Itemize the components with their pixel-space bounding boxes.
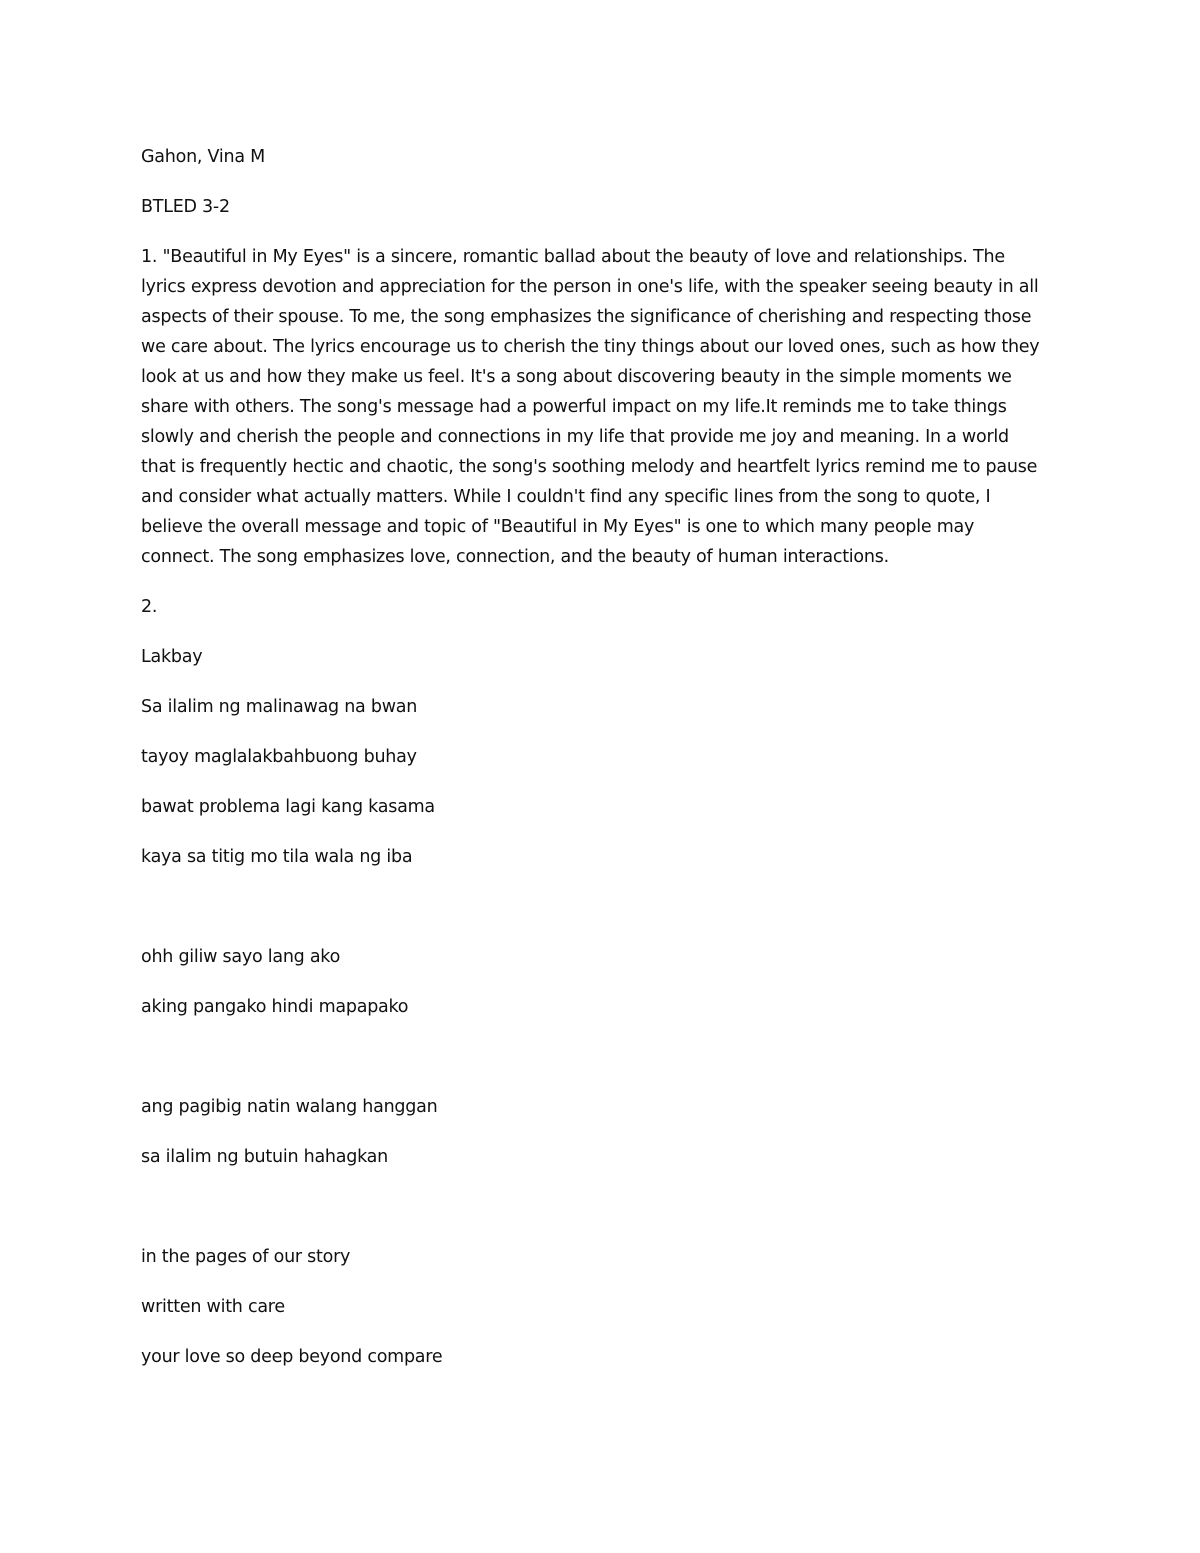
- answer-1-line: aspects of their spouse. To me, the song emphasizes the significance of cherishing and respecting those: [141, 307, 1032, 327]
- poem-line: sa ilalim ng butuin hahagkan: [141, 1147, 388, 1167]
- answer-1-line: lyrics express devotion and appreciation for the person in one's life, with the speaker seeing beauty in all: [141, 277, 1039, 297]
- answer-1-line: that is frequently hectic and chaotic, the song's soothing melody and heartfelt lyrics remind me to pause: [141, 457, 1038, 477]
- answer-1-line: slowly and cherish the people and connections in my life that provide me joy and meaning. In a world: [141, 427, 1009, 447]
- answer-1-line: we care about. The lyrics encourage us to cherish the tiny things about our loved ones, such as how they: [141, 337, 1040, 357]
- poem-stanza-4: [141, 1242, 1066, 1372]
- poem-title: Lakbay: [141, 647, 203, 667]
- poem-line: written with care: [141, 1297, 285, 1317]
- answer-1-line: believe the overall message and topic of "Beautiful in My Eyes" is one to which many people may: [141, 517, 975, 537]
- answer-1-line: connect. The song emphasizes love, connection, and the beauty of human interactions.: [141, 547, 889, 567]
- poem-stanza-2: [141, 942, 1066, 1022]
- poem-line: bawat problema lagi kang kasama: [141, 797, 435, 817]
- student-section: BTLED 3-2: [141, 197, 230, 217]
- poem-line: aking pangako hindi mapapako: [141, 997, 409, 1017]
- answer-2-number: 2.: [141, 597, 158, 617]
- poem-line: your love so deep beyond compare: [141, 1347, 443, 1367]
- answer-1-line: and consider what actually matters. While I couldn't find any specific lines from the song to quote, I: [141, 487, 991, 507]
- poem-line: ang pagibig natin walang hanggan: [141, 1097, 438, 1117]
- poem-line: kaya sa titig mo tila wala ng iba: [141, 847, 413, 867]
- poem-stanza-3: [141, 1092, 1066, 1172]
- student-name: Gahon, Vina M: [141, 147, 265, 167]
- poem-line: Sa ilalim ng malinawag na bwan: [141, 697, 418, 717]
- poem-stanza-1: [141, 692, 1066, 872]
- answer-1-line: share with others. The song's message had a powerful impact on my life.It reminds me to take things: [141, 397, 1007, 417]
- document-content: [141, 142, 1066, 1392]
- answer-1-line: 1. "Beautiful in My Eyes" is a sincere, romantic ballad about the beauty of love and relationships. The: [141, 247, 1005, 267]
- answer-1-line: look at us and how they make us feel. It's a song about discovering beauty in the simple moments we: [141, 367, 1012, 387]
- poem-line: in the pages of our story: [141, 1247, 351, 1267]
- answer-1-paragraph: [141, 242, 1066, 572]
- poem-line: tayoy maglalakbahbuong buhay: [141, 747, 417, 767]
- poem-line: ohh giliw sayo lang ako: [141, 947, 341, 967]
